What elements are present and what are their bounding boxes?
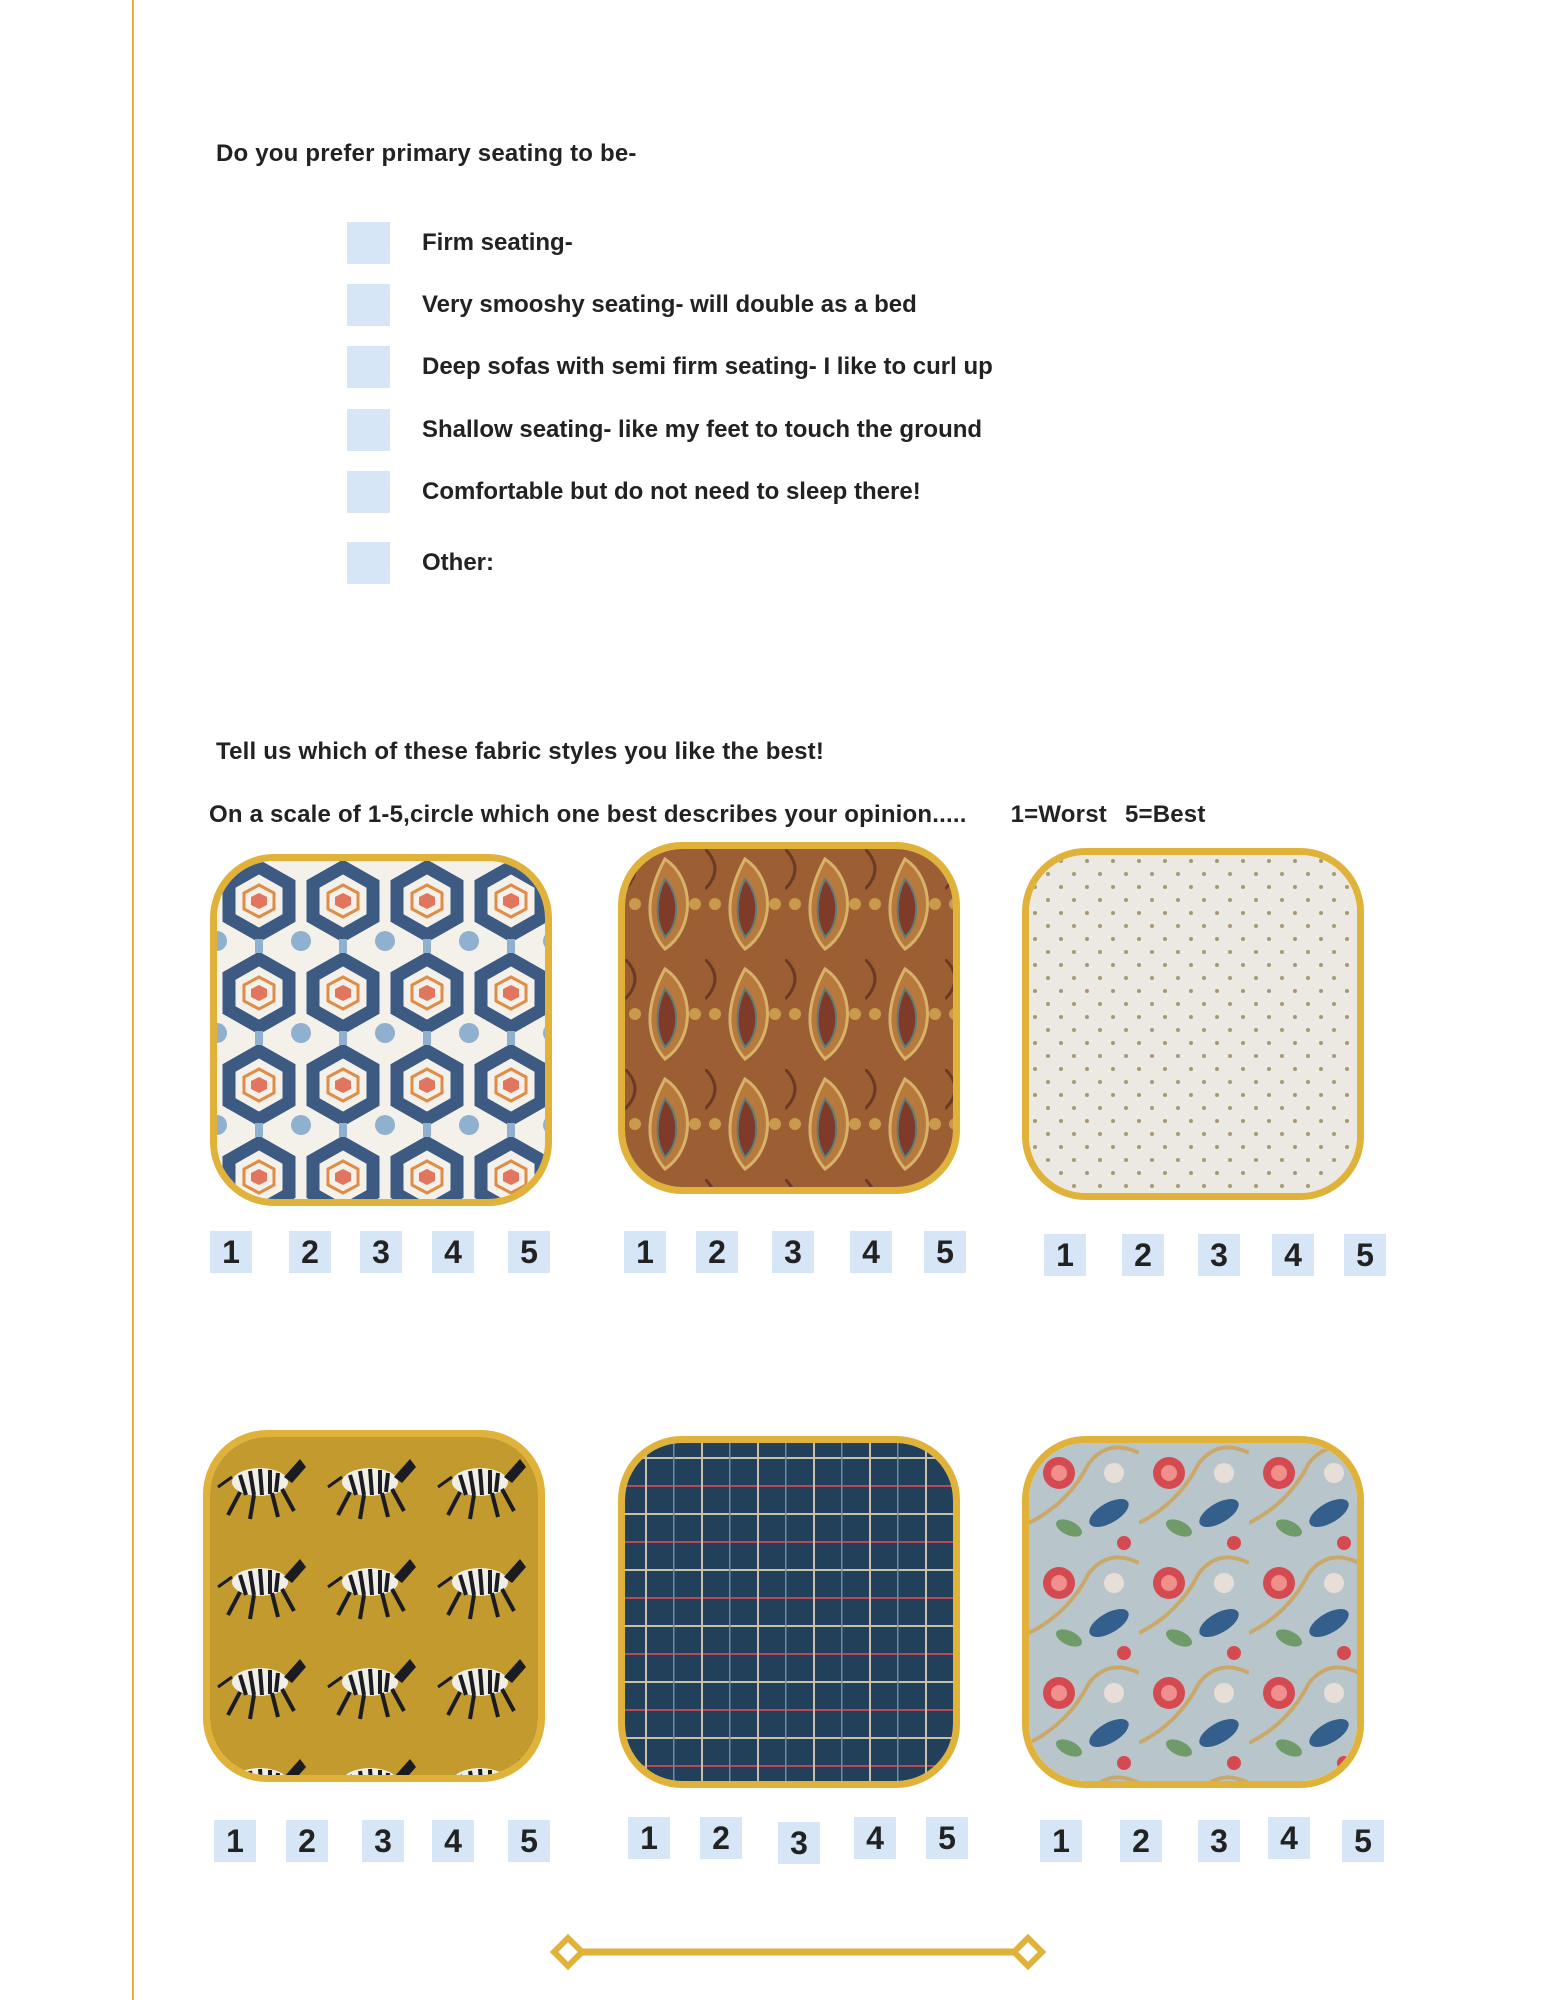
fabric-instruction — [209, 801, 1206, 829]
rating-1[interactable]: 1 — [1044, 1234, 1086, 1276]
rating-4[interactable]: 4 — [1272, 1234, 1314, 1276]
rating-2[interactable]: 2 — [700, 1817, 742, 1859]
rating-4[interactable]: 4 — [1268, 1817, 1310, 1859]
rating-5[interactable]: 5 — [1342, 1820, 1384, 1862]
rating-2[interactable]: 2 — [696, 1231, 738, 1273]
seating-option — [347, 284, 917, 326]
rating-1[interactable]: 1 — [624, 1231, 666, 1273]
rating-3[interactable]: 3 — [778, 1822, 820, 1864]
rating-row-zebra — [214, 1820, 564, 1864]
rating-4[interactable]: 4 — [432, 1231, 474, 1273]
seating-option-label: Shallow seating- like my feet to touch the ground — [422, 416, 983, 443]
rating-1[interactable]: 1 — [628, 1817, 670, 1859]
fabric-swatch-floral — [1022, 1436, 1364, 1788]
rating-3[interactable]: 3 — [1198, 1234, 1240, 1276]
fabric-instruction-text: On a scale of 1-5,circle which one best describes your opinion..... — [209, 801, 967, 828]
rating-3[interactable]: 3 — [360, 1231, 402, 1273]
fabric-swatch-dots — [1022, 848, 1364, 1200]
scale-worst-label: 1=Worst — [1010, 801, 1107, 828]
seating-option-label: Deep sofas with semi firm seating- I like to curl up — [422, 353, 993, 380]
seating-option — [347, 222, 573, 264]
scale-best-label: 5=Best — [1124, 801, 1206, 828]
rating-1[interactable]: 1 — [214, 1820, 256, 1862]
rating-5[interactable]: 5 — [924, 1231, 966, 1273]
rating-5[interactable]: 5 — [508, 1820, 550, 1862]
seating-question: Do you prefer primary seating to be- — [216, 140, 637, 167]
rating-row-dots — [1044, 1234, 1394, 1278]
rating-5[interactable]: 5 — [926, 1817, 968, 1859]
rating-5[interactable]: 5 — [1344, 1234, 1386, 1276]
rating-1[interactable]: 1 — [1040, 1820, 1082, 1862]
rating-row-geometric — [210, 1231, 560, 1275]
rating-1[interactable]: 1 — [210, 1231, 252, 1273]
seating-checkbox[interactable] — [347, 409, 390, 451]
rating-2[interactable]: 2 — [1122, 1234, 1164, 1276]
rating-3[interactable]: 3 — [362, 1820, 404, 1862]
fabric-swatch-zebra — [203, 1430, 545, 1782]
seating-checkbox[interactable] — [347, 542, 390, 584]
rating-row-plaid — [628, 1817, 978, 1861]
rating-row-floral — [1040, 1820, 1390, 1864]
rating-2[interactable]: 2 — [1120, 1820, 1162, 1862]
seating-option-label: Firm seating- — [422, 229, 573, 256]
seating-option — [347, 346, 993, 388]
rating-3[interactable]: 3 — [1198, 1820, 1240, 1862]
geometric-hexagon-fabric-image — [217, 861, 545, 1199]
navy-plaid-fabric-image — [625, 1443, 953, 1781]
floral-fabric-image — [1029, 1443, 1357, 1781]
seating-option-label: Very smooshy seating- will double as a bed — [422, 291, 917, 318]
fabric-swatch-paisley — [618, 842, 960, 1194]
seating-option — [347, 409, 982, 451]
rating-4[interactable]: 4 — [854, 1817, 896, 1859]
seating-checkbox[interactable] — [347, 284, 390, 326]
rating-row-paisley — [624, 1231, 974, 1275]
seating-checkbox[interactable] — [347, 346, 390, 388]
footer-divider-ornament — [548, 1932, 1048, 1972]
seating-option-label: Other: — [422, 549, 494, 576]
rating-4[interactable]: 4 — [850, 1231, 892, 1273]
seating-checkbox[interactable] — [347, 471, 390, 513]
rating-5[interactable]: 5 — [508, 1231, 550, 1273]
polka-dot-fabric-image — [1029, 855, 1357, 1193]
seating-checkbox[interactable] — [347, 222, 390, 264]
seating-option — [347, 471, 921, 513]
zebra-print-fabric-image — [210, 1437, 538, 1775]
fabric-question: Tell us which of these fabric styles you like the best! — [216, 738, 825, 765]
page-margin-line — [132, 0, 134, 2000]
seating-option — [347, 542, 494, 584]
rating-3[interactable]: 3 — [772, 1231, 814, 1273]
seating-option-label: Comfortable but do not need to sleep there! — [422, 478, 921, 505]
rating-2[interactable]: 2 — [286, 1820, 328, 1862]
paisley-fabric-image — [625, 849, 953, 1187]
fabric-swatch-geometric — [210, 854, 552, 1206]
rating-2[interactable]: 2 — [289, 1231, 331, 1273]
rating-4[interactable]: 4 — [432, 1820, 474, 1862]
fabric-swatch-plaid — [618, 1436, 960, 1788]
